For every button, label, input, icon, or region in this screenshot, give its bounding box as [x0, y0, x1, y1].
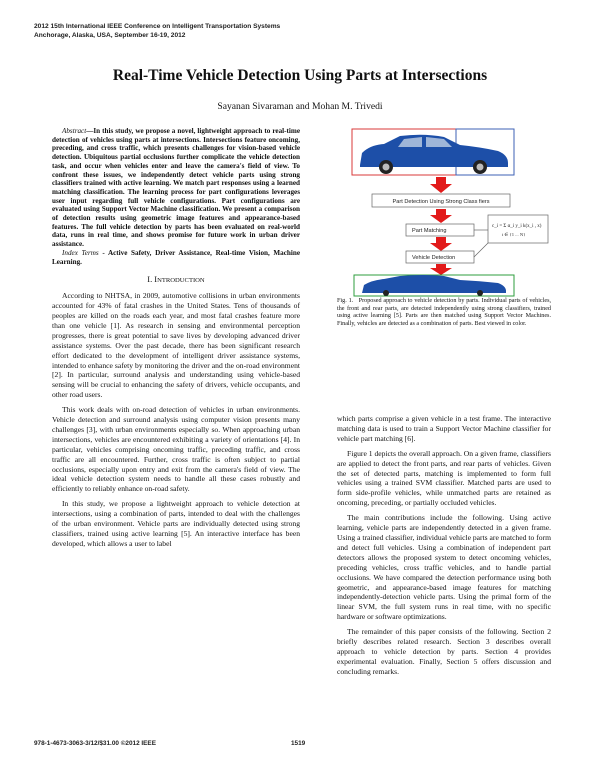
arrow-down-icon	[430, 237, 452, 251]
intro-paragraph-3: In this study, we propose a lightweight approach to vehicle detection at intersections, using a combination of parts, intended to deal with the challenges of the urban environment. Vehicle parts are individually detected using strong classifiers, trained using active learning [5]. An interactive interface has been developed, which allows a user to label	[52, 499, 300, 548]
abstract-text: —In this study, we propose a novel, lightweight approach to real-time detection of vehicles using parts at intersections. Intersections feature oncoming, preceding, and cross traffic, which presents challenges for vision-based vehicle detection. Ubiquitous partial occlusions further complicate the vehicle detection task, and occur when vehicles enter and leave the camera's field of view. To confront these issues, we independently detect vehicle parts using strong classifiers trained with active learning. We match part responses using a learned matching classification. The learning process for part configurations leverages user input regarding full vehicle configurations. Part configurations are evaluated using Support Vector Machine classification. We present a comparison of detection results using geometric image features and appearance-based features. The full vehicle detection by parts has been evaluated on real-world data, runs in real time, and shows promise for future work in urban driver assistance.	[52, 127, 300, 249]
intro-paragraph-2: This work deals with on-road detection of vehicles in urban environments. Vehicle detection and surround analysis using computer vision presents many challenges [3], with urban environments especially so. When approaching urban intersections, vehicles are encountered exhibiting a variety of orientations [4]. In particular, vehicles comprising oncoming traffic, preceding traffic, and cross traffic are all encountered. Further, cross traffic is often subject to partial occlusions, especially upon entry and exit from the camera's field of view. The ideal vehicle detection system needs to handle all these cases robustly and efficiently to reliably enhance on-road safety.	[52, 405, 300, 494]
svm-formula-box	[488, 215, 548, 243]
right-paragraph-2: Figure 1 depicts the overall approach. On a given frame, classifiers are applied to detect the front parts, and rear parts of vehicles. Given the set of detected parts, matching is implemented to form full vehicles using a trained SVM classifier. Matched parts are used to form side-profile vehicles, while unmatched parts are retained as oncoming, preceding, or partially occluded vehicles.	[337, 448, 551, 508]
svm-formula-line-1: c_i = Σ α_i y_i k(x_i , x)	[492, 224, 542, 229]
paper-authors: Sayanan Sivaraman and Mohan M. Trivedi	[217, 101, 383, 112]
right-paragraph-1: which parts comprise a given vehicle in a test frame. The interactive matching data is used to train a Support Vector Machine classifier for vehicle part matching [6].	[337, 414, 551, 443]
arrow-down-icon	[430, 209, 452, 223]
abstract-label: Abstract	[62, 127, 87, 135]
conference-location: Anchorage, Alaska, USA, September 16-19, 2012	[34, 31, 186, 39]
vehicle-detection-label: Vehicle Detection	[412, 255, 456, 261]
footer-isbn: 978-1-4673-3063-3/12/$31.00 ©2012 IEEE	[34, 740, 156, 747]
connector-line	[474, 243, 488, 257]
intro-paragraph-1: According to NHTSA, in 2009, automotive collisions in urban environments accounted for 43% of fatal crashes in the United States. Tens of thousands of peoples are killed on the roads each year, and most fatal crashes feature more than one vehicle [1]. As research in sensing and environmental perception progresses, there is great potential to save lives by developing advanced driver assistance systems. Over the past decade, there has been significant research effort dedicated to the development of intelligent driver assistance systems, intended to enhance safety by monitoring the driver and the on-road environment [2]. In particular, surround analysis and understanding using vehicle-based sensing will be crucial to enhancing the safety of drivers, vehicle occupants, and other road users.	[52, 291, 300, 400]
index-terms	[52, 249, 300, 266]
figure-1-caption	[337, 298, 551, 329]
figure-1-diagram	[348, 127, 552, 297]
figure-1-caption-label: Fig. 1.	[337, 298, 354, 304]
page-number: 1519	[291, 740, 306, 747]
conference-header	[34, 23, 280, 40]
section-heading-introduction	[52, 275, 300, 286]
svm-formula-line-2: i ∈ {1 ... N}	[502, 232, 526, 237]
paper-title: Real-Time Vehicle Detection Using Parts at Intersections	[112, 67, 488, 84]
part-detection-label: Part Detection Using Strong Class fiers	[392, 199, 490, 205]
conference-name: 2012 15th International IEEE Conference on Intelligent Transportation Systems	[34, 23, 281, 30]
part-matching-label: Part Matching	[412, 228, 447, 234]
section-title-first-letter: I	[154, 275, 158, 285]
arrow-down-icon	[430, 177, 452, 193]
right-paragraph-4: The remainder of this paper consists of the following. Section 2 briefly describes related research. Section 3 describes overall approach to vehicle detection by parts. Section 4 provides experimental evaluation. Finally, Section 5 offers discussion and concluding remarks.	[337, 627, 551, 676]
section-title-rest: NTRODUCTION	[157, 277, 205, 285]
arrow-down-icon	[430, 264, 452, 275]
left-column	[52, 127, 300, 554]
right-column	[337, 414, 551, 682]
index-terms-text: - Active Safety, Driver Assistance, Real-time Vision, Machine Learning.	[52, 248, 301, 266]
index-terms-label: Index Terms	[62, 248, 99, 257]
figure-1-caption-text: Proposed approach to vehicle detection by parts. Individual parts of vehicles, the front and rear parts, are detected independently using strong classifiers, trained using active learning [5]. Parts are then matched using Support Vector Machines. Finally, vehicles are detected as a combination of parts. Best viewed in color.	[337, 298, 551, 328]
right-paragraph-3: The main contributions include the following. Using active learning, vehicle parts are independently detected in a given frame. Using a trained classifier, individual vehicle parts are matched to form and detect full vehicles. Using a combination of independent part detectors allows the proposed system to detect oncoming vehicles, preceding vehicles, cross traffic vehicles, and to handle partial occlusions. We have compared the detection performance using both geometric, and appearance-based image features for matching independently-detection vehicle parts. Using the primal form of the linear SVM, the full system runs in real time, with no specific hardware or software optimizations.	[337, 513, 551, 622]
abstract	[52, 127, 300, 249]
section-number: I.	[147, 275, 153, 285]
